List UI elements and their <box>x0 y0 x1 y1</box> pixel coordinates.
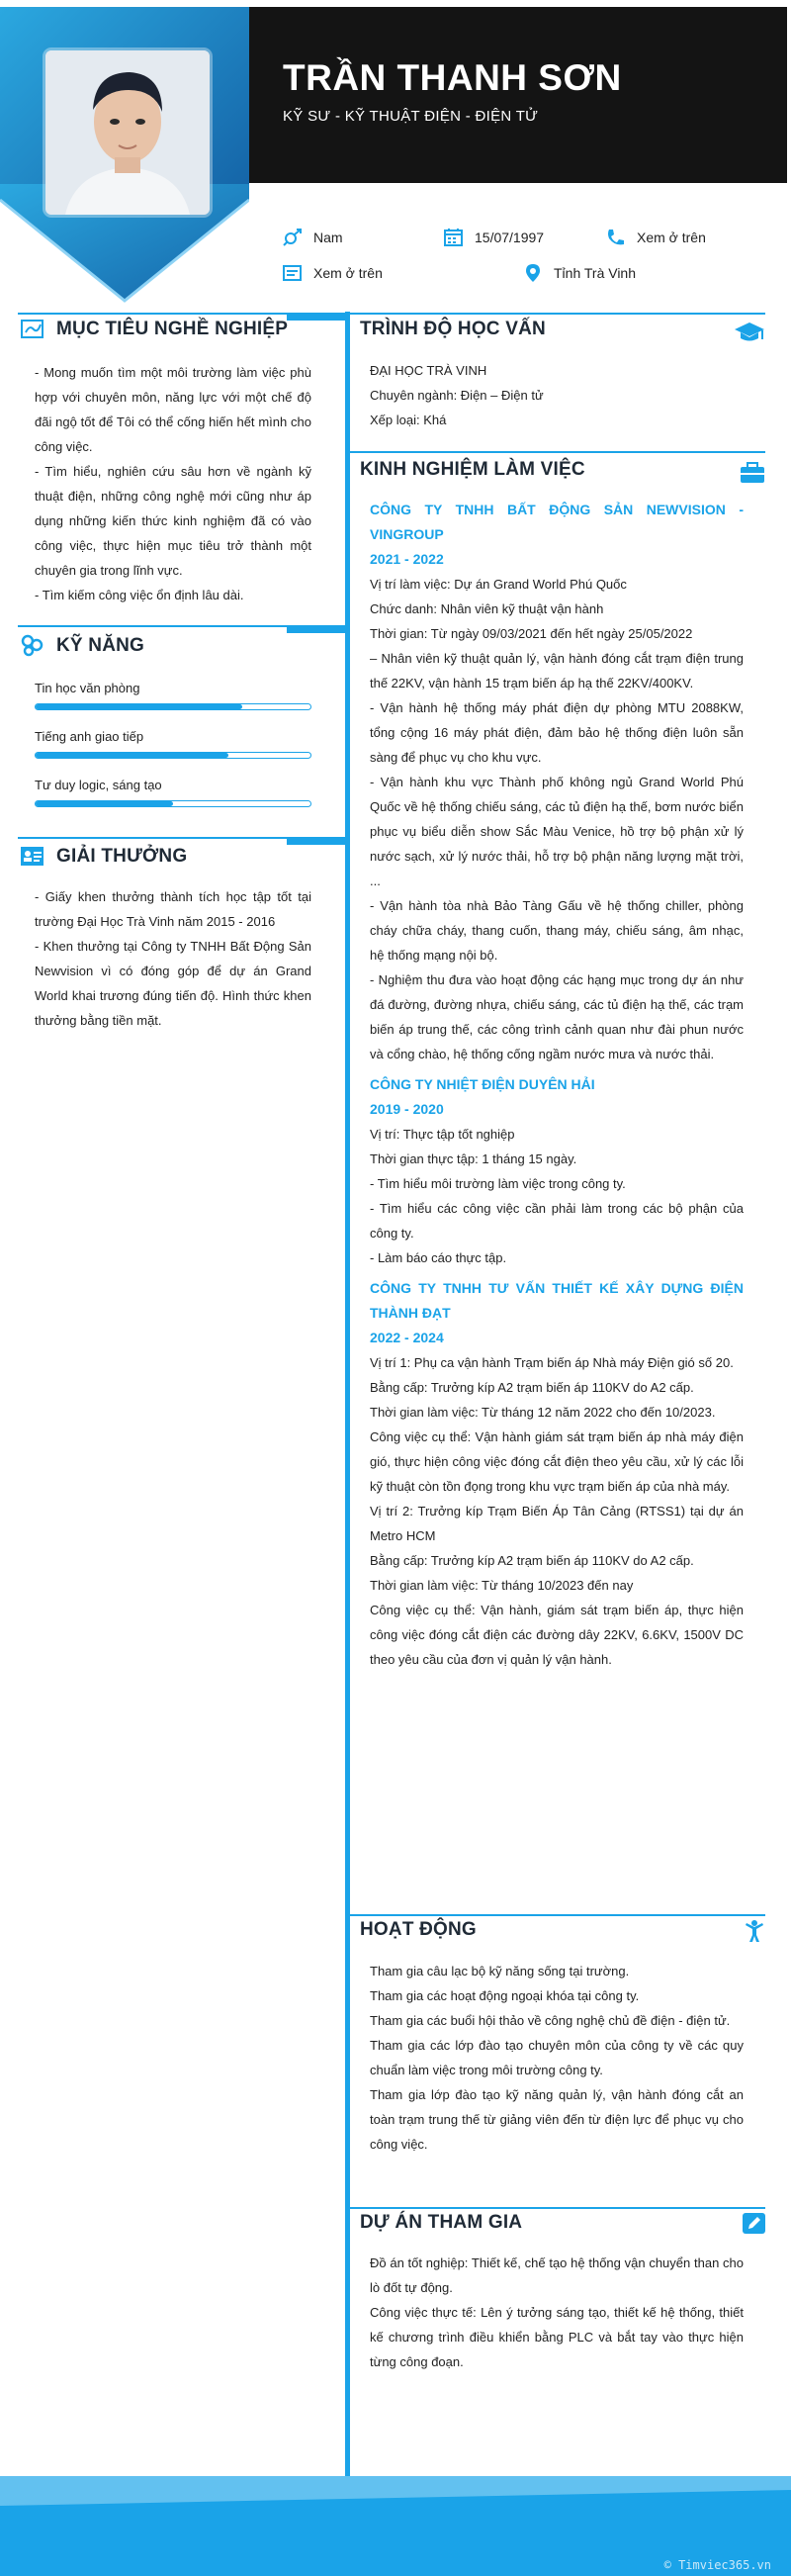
job-line: Bằng cấp: Trưởng kíp A2 trạm biến áp 110KV do A2 cấp. <box>370 1380 694 1395</box>
job-entry <box>370 1276 744 1672</box>
job-period: 2019 - 2020 <box>370 1101 444 1117</box>
job-entry <box>370 1072 744 1270</box>
skill-name: Tiếng anh giao tiếp <box>35 729 144 744</box>
skill-item <box>35 729 311 759</box>
activities-rule <box>350 1914 765 1916</box>
project-line: Công việc thực tế: Lên ý tưởng sáng tạo, thiết kế hệ thống, thiết kế chương trình điều khiển bằng PLC và bắt tay vào thực hiện từng công đoạn. <box>370 2305 744 2369</box>
info-address <box>522 263 636 283</box>
awards-text <box>35 884 311 1033</box>
job-line: - Vận hành hệ thống máy phát điện dự phòng MTU 2088KW, tổng cộng 16 máy phát điện, đảm bảo hệ thống điện luôn sẵn sàng để phục vụ cho khu vực. <box>370 700 744 765</box>
job-entry <box>370 498 744 1066</box>
activity-line: Tham gia các hoạt động ngoại khóa tại công ty. <box>370 1988 640 2003</box>
skill-item <box>35 681 311 710</box>
projects-text <box>370 2251 744 2374</box>
education-rule <box>350 313 765 315</box>
company-name: CÔNG TY TNHH TƯ VẤN THIẾT KẾ XÂY DỰNG ĐIỆN THÀNH ĐẠT <box>370 1280 744 1321</box>
skill-name: Tư duy logic, sáng tạo <box>35 778 162 792</box>
activity-line: Tham gia các lớp đào tạo chuyên môn của công ty về các quy chuẩn làm việc trong môi trường công ty. <box>370 2038 744 2077</box>
info-email <box>282 263 383 283</box>
job-line: Vị trí: Thực tập tốt nghiệp <box>370 1127 515 1142</box>
person-icon <box>742 1919 767 1943</box>
objective-title: MỤC TIÊU NGHỀ NGHIỆP <box>56 319 289 339</box>
job-line: Thời gian: Từ ngày 09/03/2021 đến hết ngày 25/05/2022 <box>370 626 693 641</box>
objective-line: - Tìm hiểu, nghiên cứu sâu hơn về ngành kỹ thuật điện, những công nghệ mới cũng như áp dụng những kiến thức kinh nghiệm đã có vào công việc, thực hiện mục tiêu trở thành một chuyên gia trong lĩnh vực. <box>35 464 311 578</box>
avatar <box>45 50 210 215</box>
address-value: Tỉnh Trà Vinh <box>554 265 637 281</box>
location-icon <box>522 263 544 283</box>
projects-rule <box>350 2207 765 2209</box>
awards-title: GIẢI THƯỞNG <box>56 846 188 867</box>
briefcase-icon <box>740 461 765 485</box>
objective-line: - Tìm kiếm công việc ổn định lâu dài. <box>35 588 244 602</box>
job-line: - Làm báo cáo thực tập. <box>370 1250 507 1265</box>
objective-line: - Mong muốn tìm một môi trường làm việc phù hợp với chuyên môn, năng lực với một chế độ đãi ngộ tốt để Tôi có thể cống hiến hết mình cho công việc. <box>35 365 311 454</box>
award-icon <box>20 845 45 869</box>
job-line: Thời gian làm việc: Từ tháng 10/2023 đến nay <box>370 1578 634 1593</box>
job-line: Công việc cụ thể: Vận hành, giám sát trạm biến áp, thực hiện công việc đóng cắt điện các đường dây 22KV, 6.6KV, 1500V DC theo yêu cầu của đơn vị quản lý vận hành. <box>370 1603 744 1667</box>
activity-line: Tham gia lớp đào tạo kỹ năng quản lý, vận hành đóng cắt an toàn trạm trung thế từ giảng viên đến từ điện lực để phục vụ cho công việc. <box>370 2087 744 2152</box>
project-line: Đồ án tốt nghiệp: Thiết kế, chế tạo hệ thống vận chuyển than cho lò đốt tự động. <box>370 2255 744 2295</box>
email-value: Xem ở trên <box>313 265 383 281</box>
skill-bar <box>35 752 311 759</box>
activity-line: Tham gia câu lạc bộ kỹ năng sống tại trường. <box>370 1964 630 1978</box>
job-line: Bằng cấp: Trưởng kíp A2 trạm biến áp 110KV do A2 cấp. <box>370 1553 694 1568</box>
award-line: - Giấy khen thưởng thành tích học tập tốt tại trường Đại Học Trà Vinh năm 2015 - 2016 <box>35 889 311 929</box>
birthday-value: 15/07/1997 <box>475 230 545 245</box>
phone-icon <box>605 228 627 247</box>
job-line: Công việc cụ thể: Vận hành giám sát trạm biến áp nhà máy điện gió, thực hiện công việc đóng cắt điện theo yêu cầu, xử lý các lỗi kỹ thuật còn tồn đọng trong khu vực trạm biến áp của nhà máy. <box>370 1429 744 1494</box>
job-line: – Nhân viên kỹ thuật quản lý, vận hành đóng cắt trạm điện trung thế 22KV, vận hành 15 trạm biến áp hạ thế 22KV/400KV. <box>370 651 744 690</box>
education-title: TRÌNH ĐỘ HỌC VẤN <box>360 319 546 339</box>
job-line: Chức danh: Nhân viên kỹ thuật vận hành <box>370 601 604 616</box>
phone-value: Xem ở trên <box>637 230 706 245</box>
calendar-icon <box>443 228 465 247</box>
info-birthday <box>443 228 544 247</box>
activities-text <box>370 1959 744 2157</box>
skill-name: Tin học văn phòng <box>35 681 140 695</box>
job-line: Vị trí làm việc: Dự án Grand World Phú Quốc <box>370 577 627 592</box>
gender-value: Nam <box>313 230 343 245</box>
info-gender <box>282 228 343 247</box>
projects-title: DỰ ÁN THAM GIA <box>360 2212 523 2233</box>
school-name: ĐẠI HỌC TRÀ VINH <box>370 363 487 378</box>
job-period: 2022 - 2024 <box>370 1330 444 1345</box>
skill-fill <box>36 704 242 709</box>
job-line: - Nghiệm thu đưa vào hoạt động các hạng mục trong dự án như đá đường, đường nhựa, chiếu sáng, các tủ điện hạ thế, các trạm biến áp trung thế, các công trình cảnh quan như đài phun nước và cổng chào, hệ thống cống ngầm nước mưa và nước thải. <box>370 972 744 1061</box>
job-line: - Vận hành khu vực Thành phố không ngủ Grand World Phú Quốc về hệ thống chiếu sáng, các tủ điện hạ thế, bơm nước biển phục vụ biểu diễn show Sắc Màu Venice, hồ trợ bộ phận xử lý nước sạch, xử lý nước thải, hỗ trợ bộ phận năng lượng mặt trời, ... <box>370 775 744 888</box>
info-phone <box>605 228 706 247</box>
job-line: Thời gian thực tập: 1 tháng 15 ngày. <box>370 1151 577 1166</box>
candidate-name: TRẦN THANH SƠN <box>283 57 622 98</box>
job-line: - Vận hành tòa nhà Bảo Tàng Gấu về hệ thống chiller, phòng cháy chữa cháy, thang cuốn, thang máy, chiếu sáng, âm nhạc, hệ thống mạng nội bộ. <box>370 898 744 963</box>
gender-icon <box>282 228 304 247</box>
job-period: 2021 - 2022 <box>370 551 444 567</box>
activity-line: Tham gia các buổi hội thảo về công nghệ chủ đề điện - điện tử. <box>370 2013 731 2028</box>
column-divider <box>345 312 350 2488</box>
pencil-icon <box>742 2212 767 2236</box>
award-line: - Khen thưởng tại Công ty TNHH Bất Động Sản Newvision vì có đóng góp để dự án Grand World khai trương đúng tiến độ. Hình thức khen thưởng bằng tiền mặt. <box>35 939 311 1028</box>
education-text <box>370 358 746 432</box>
education-grade: Xếp loại: Khá <box>370 413 447 427</box>
skill-item <box>35 778 311 807</box>
skill-fill <box>36 753 228 758</box>
copyright: © Timviec365.vn <box>663 2558 771 2572</box>
skill-bar <box>35 800 311 807</box>
company-name: CÔNG TY NHIỆT ĐIỆN DUYÊN HẢI <box>370 1076 595 1092</box>
job-line: Vị trí 1: Phụ ca vận hành Trạm biến áp Nhà máy Điện gió số 20. <box>370 1355 734 1370</box>
experience-list <box>370 498 744 1672</box>
skills-icon <box>20 633 45 657</box>
company-name: CÔNG TY TNHH BẤT ĐỘNG SẢN NEWVISION - VINGROUP <box>370 502 744 542</box>
candidate-title: KỸ SƯ - KỸ THUẬT ĐIỆN - ĐIỆN TỬ <box>283 108 539 125</box>
experience-title: KINH NGHIỆM LÀM VIỆC <box>360 459 585 480</box>
email-icon <box>282 263 304 283</box>
job-line: Thời gian làm việc: Từ tháng 12 năm 2022 cho đến 10/2023. <box>370 1405 716 1420</box>
skill-fill <box>36 801 173 806</box>
flag-icon <box>20 319 45 342</box>
skills-title: KỸ NĂNG <box>56 635 145 656</box>
job-line: - Tìm hiểu các công việc cần phải làm trong các bộ phận của công ty. <box>370 1201 744 1241</box>
job-line: Vị trí 2: Trưởng kíp Trạm Biến Áp Tân Cảng (RTSS1) tại dự án Metro HCM <box>370 1504 744 1543</box>
activities-title: HOẠT ĐỘNG <box>360 1919 477 1940</box>
job-line: - Tìm hiểu môi trường làm việc trong công ty. <box>370 1176 626 1191</box>
footer-wave <box>0 2476 791 2506</box>
graduation-cap-icon <box>734 321 765 344</box>
objective-text <box>35 360 311 607</box>
education-major: Chuyên ngành: Điện – Điện tử <box>370 388 544 403</box>
skill-bar <box>35 703 311 710</box>
experience-rule <box>350 451 765 453</box>
